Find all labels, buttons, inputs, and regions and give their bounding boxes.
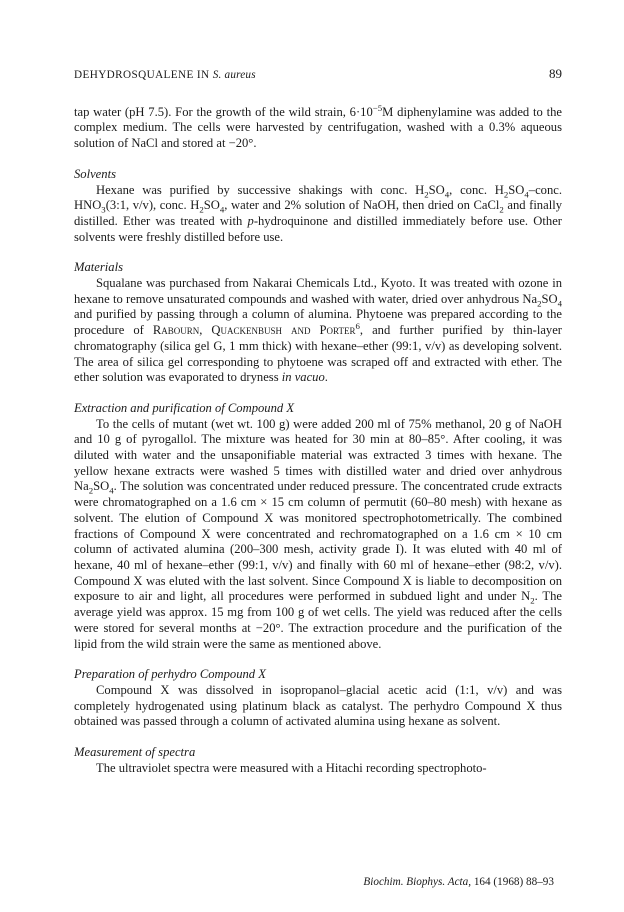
- page-number: 89: [549, 66, 562, 81]
- intro-paragraph: tap water (pH 7.5). For the growth of the wild strain, $6\cdot 10^{-5}M$ diphenylamine was added to the complex medium. The cells were harvested by centrifugation, washed with a 0.3% aqueous solution of NaCl and stored at −20°.: [74, 102, 562, 151]
- section-heading-materials: Materials: [74, 260, 123, 275]
- section-perhydro: [74, 667, 562, 730]
- section-extraction: [74, 401, 562, 652]
- running-head: [74, 66, 562, 84]
- perhydro-paragraph: Compound X was dissolved in isopropanol–glacial acetic acid (1:1, v/v) and was completely hydrogenated using platinum black as catalyst. The perhydro Compound X thus obtained was passed through a column of activated alumina using hexane as solvent.: [74, 682, 562, 729]
- journal-citation: 164 (1968) 88–93: [473, 876, 554, 888]
- journal-name: Biochim. Biophys. Acta,: [363, 876, 472, 888]
- solvents-paragraph: Hexane was purified by successive shakings with conc. $H_2SO_4$, conc. $H_2SO_4$–conc. $HNO_3(3:1$, v/v), conc. $H_2SO_4$, water and 2% solution of NaOH, then dried on CaCl$_2$ and finally distilled. Ether was treated with p-hydroquinone and distilled immediately before use. Other solvents were freshly distilled before use.: [74, 182, 562, 244]
- cited-authors: Rabourn, Quackenbush and Porter: [152, 323, 356, 338]
- paper-page: [74, 66, 562, 776]
- section-heading-solvents: Solvents: [74, 166, 116, 181]
- section-heading-extraction: Extraction and purification of Compound X: [74, 400, 295, 415]
- section-solvents: [74, 167, 562, 246]
- section-heading-spectra: Measurement of spectra: [74, 745, 196, 760]
- running-title-organism: S. aureus: [212, 69, 256, 81]
- extraction-paragraph: To the cells of mutant (wet wt. 100 g) were added 200 ml of 75% methanol, 20 g of NaOH and 10 g of pyrogallol. The mixture was heated for 30 min at 80–85°. After cooling, it was diluted with water and the unsaponifiable material was extracted 3 times with hexane. The yellow hexane extracts were washed 5 times with distilled water and dried over anhydrous $Na_2SO_4$. The solution was concentrated under reduced pressure. The concentrated crude extracts were chromatographed on a 1.6 cm × 15 cm column of permutit (60–80 mesh) with hexane as solvent. The elution of Compound X was monitored spectrophotometrically. The combined fractions of Compound X were concentrated and rechromatographed on a 1.6 cm × 10 cm column of activated alumina (200–300 mesh, activity grade I). It was eluted with 40 ml of hexane, 40 ml of hexane–ether (99:1, v/v) and finally with 60 ml of hexane–ether (98:2, v/v). Compound X was eluted with the last solvent. Since Compound X is liable to decomposition on exposure to air and light, all procedures were performed in subdued light and under $N_2$. The average yield was approx. 15 mg from 100 g of wet cells. The yield was reduced after the cells were stored for several months at −20°. The extraction procedure and the purification of the lipid from the wild strain were the same as mentioned above.: [74, 416, 562, 651]
- section-spectra: [74, 745, 562, 776]
- running-title-text: DEHYDROSQUALENE IN: [74, 69, 210, 81]
- materials-paragraph: Squalane was purchased from Nakarai Chemicals Ltd., Kyoto. It was treated with ozone in hexane to remove unsaturated compounds and washed with water, dried over anhydrous $Na_2SO_4$ and purified by passing through a column of alumina. Phytoene was prepared according to the procedure of Rabourn, Quackenbush and Porter$^6$, and further purified by thin-layer chromatography (silica gel G, 1 mm thick) with hexane–ether (99:1, v/v) as developing solvent. The area of silica gel corresponding to phytoene was scraped off and extracted with ether. The ether solution was evaporated to dryness in vacuo.: [74, 276, 562, 385]
- spectra-paragraph: The ultraviolet spectra were measured with a Hitachi recording spectrophoto-: [96, 760, 487, 775]
- section-heading-perhydro: Preparation of perhydro Compound X: [74, 667, 266, 682]
- section-materials: [74, 260, 562, 386]
- reference-marker: 6: [355, 320, 360, 331]
- running-title: [74, 68, 256, 84]
- journal-footer: [363, 876, 554, 888]
